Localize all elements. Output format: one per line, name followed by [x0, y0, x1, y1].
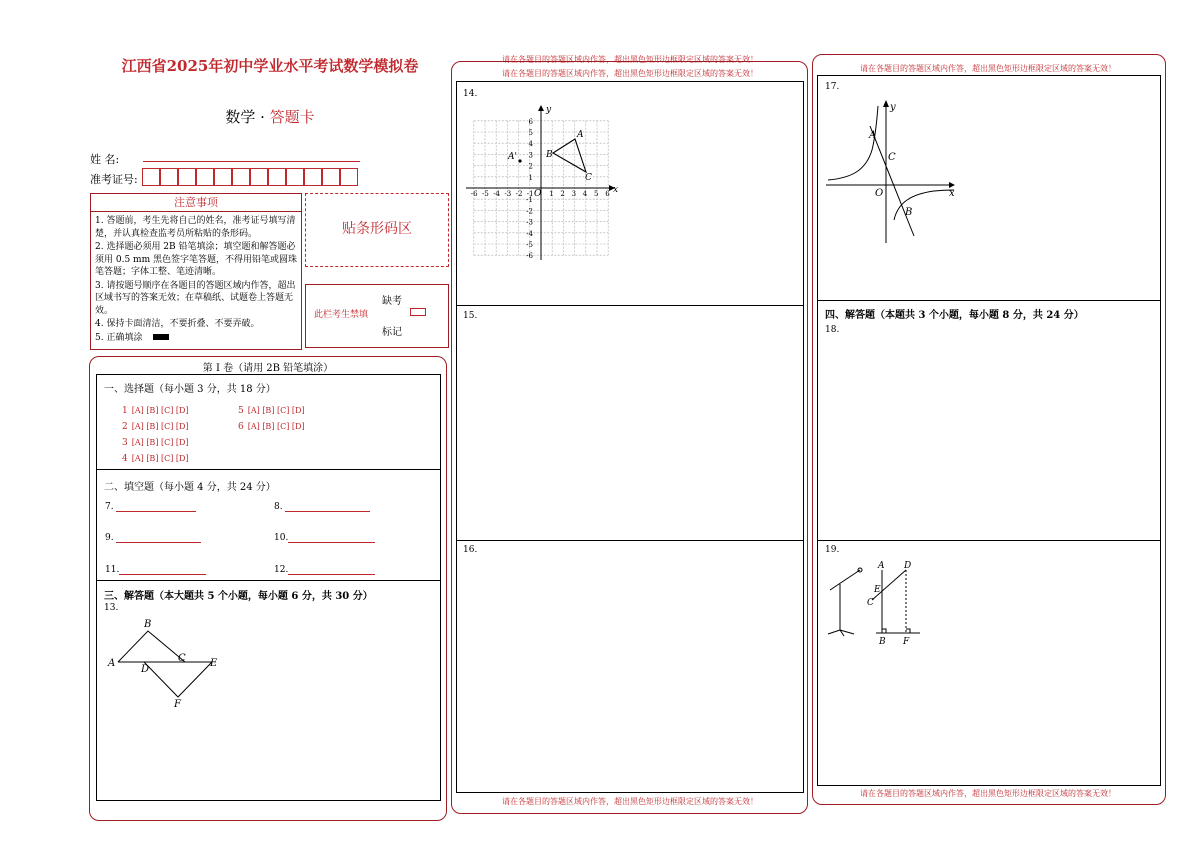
- q18-num: 18.: [825, 325, 840, 335]
- fig13-label-A: A: [108, 658, 116, 669]
- x-tick-label: 6: [605, 190, 610, 198]
- mc-row-2[interactable]: 2 [A] [B] [C] [D]: [122, 422, 189, 432]
- x-tick-label: -3: [504, 190, 512, 198]
- absent-mark-box[interactable]: [410, 308, 426, 316]
- y-tick-label: -5: [526, 241, 533, 249]
- mc-num: 2: [122, 422, 128, 432]
- y-tick-label: 2: [528, 162, 533, 171]
- subtitle-subject: 数学 ·: [225, 108, 270, 126]
- q17-num: 17.: [825, 82, 840, 92]
- y-tick-label: 4: [528, 140, 533, 149]
- x-tick-label: -5: [482, 190, 489, 198]
- notice-heading: 注意事项: [91, 194, 301, 212]
- divider-17-sec4: [817, 300, 1160, 301]
- x-tick-label: -2: [515, 190, 523, 198]
- fig17-label-A: A: [869, 130, 877, 141]
- fig19-label-E: E: [874, 585, 881, 595]
- absent-label-top: 缺考: [382, 296, 402, 307]
- barcode-area: 贴条形码区: [305, 193, 449, 267]
- mc-row-4[interactable]: 4 [A] [B] [C] [D]: [122, 454, 189, 464]
- fig19-label-B: B: [879, 637, 886, 647]
- fig14-label-O: O: [534, 189, 542, 199]
- mc-num: 4: [122, 454, 128, 464]
- sec2-heading: 二、填空题（每小题 4 分，共 24 分）: [104, 482, 276, 493]
- fig19-label-A: A: [878, 561, 885, 571]
- divider-18-19: [817, 540, 1160, 541]
- x-tick-label: 3: [571, 190, 577, 198]
- notice-item-2: 2. 选择题必须用 2B 铅笔填涂；填空题和解答题必须用 0.5 mm 黑色签字笔答题，不得用铅笔或圆珠笔答题；字体工整、笔迹清晰。: [95, 242, 297, 277]
- fig14-label-B: B: [546, 150, 553, 160]
- y-tick-label: 6: [528, 117, 533, 126]
- fig19-label-F: F: [903, 637, 910, 647]
- x-tick-label: 2: [560, 190, 565, 198]
- divider-sec2: [96, 580, 440, 581]
- x-tick-label: -6: [470, 190, 478, 198]
- warning-right-top: 请在各题目的答题区域内作答，超出黑色矩形边框限定区域的答案无效！: [860, 64, 1116, 73]
- name-field[interactable]: [143, 148, 360, 162]
- fig13-label-B: B: [144, 619, 152, 630]
- fig17-label-C: C: [888, 152, 896, 163]
- mc-num: 3: [122, 438, 128, 448]
- fig14-label-A: A: [577, 130, 584, 140]
- fig13-label-C: C: [178, 653, 186, 664]
- q19-num: 19.: [825, 545, 840, 555]
- exam-title: 江西省2025年初中学业水平考试数学模拟卷: [121, 57, 419, 75]
- absent-box: [305, 284, 449, 348]
- y-tick-label: -2: [526, 207, 533, 216]
- warning-top-overlap: 请在各题目的答题区域内作答，超出黑色矩形边框限定区域的答案无效！: [502, 55, 758, 64]
- y-tick-label: -4: [526, 229, 533, 238]
- fig13-label-D: D: [141, 664, 150, 675]
- fill-num-8: 8.: [274, 502, 283, 512]
- q16-num: 16.: [463, 545, 478, 555]
- mc-num: 5: [238, 406, 244, 416]
- fill-num-12: 12.: [274, 565, 289, 575]
- sec4-heading: 四、解答题（本题共 3 个小题，每小题 8 分，共 24 分）: [825, 310, 1084, 321]
- sec3-heading: 三、解答题（本大题共 5 个小题，每小题 6 分，共 30 分）: [104, 591, 373, 602]
- notice-item-5-text: 5. 正确填涂: [95, 332, 143, 343]
- fill-num-7: 7.: [105, 502, 114, 512]
- fig17-label-B: B: [905, 207, 913, 218]
- id-label: 准考证号:: [90, 173, 138, 186]
- card-subtitle: [90, 106, 450, 127]
- mc-num: 1: [122, 406, 128, 416]
- q15-num: 15.: [463, 311, 478, 321]
- q13-num: 13.: [104, 603, 119, 613]
- y-tick-label: -3: [526, 218, 533, 227]
- fig14-label-C: C: [585, 173, 592, 183]
- notice-item-5: [95, 332, 297, 345]
- figure-13: [100, 615, 230, 710]
- fig14-label-Aprime: A': [508, 152, 517, 162]
- x-tick-label: 5: [594, 190, 599, 198]
- fill-line-9[interactable]: [116, 542, 201, 543]
- figure-19: [822, 558, 932, 650]
- mc-row-1[interactable]: 1 [A] [B] [C] [D]: [122, 406, 189, 416]
- warning-middle-top: 请在各题目的答题区域内作答，超出黑色矩形边框限定区域的答案无效！: [502, 69, 758, 78]
- notice-item-4: 4. 保持卡面清洁，不要折叠、不要弄破。: [95, 319, 260, 329]
- divider-14-15: [456, 305, 803, 306]
- fill-line-11[interactable]: [119, 574, 206, 575]
- fill-line-7[interactable]: [116, 511, 196, 512]
- subtitle-card: 答题卡: [269, 108, 315, 126]
- fig19-label-D: D: [904, 561, 912, 571]
- part1-heading: 第 I 卷（请用 2B 铅笔填涂）: [202, 363, 334, 374]
- fill-num-11: 11.: [105, 565, 120, 575]
- figure-17: [822, 98, 962, 248]
- y-tick-label: -6: [526, 252, 533, 261]
- fig14-label-x: x: [613, 185, 619, 195]
- sec1-heading: 一、选择题（每小题 3 分，共 18 分）: [104, 384, 276, 395]
- absent-note: 此栏考生禁填: [314, 310, 369, 320]
- x-tick-label: -4: [493, 190, 501, 198]
- x-tick-label: 1: [549, 190, 554, 198]
- mc-row-3[interactable]: 3 [A] [B] [C] [D]: [122, 438, 189, 448]
- y-tick-label: 5: [528, 129, 533, 137]
- filled-sample-mark: [153, 334, 169, 340]
- y-tick-label: 1: [528, 173, 533, 182]
- fill-num-10: 10.: [274, 533, 289, 543]
- fig13-label-E: E: [210, 658, 218, 669]
- fig17-label-x: x: [949, 188, 955, 199]
- fig17-label-O: O: [875, 188, 884, 199]
- notice-item-1: 1. 答题前，考生先将自己的姓名，准考证号填写清楚，并认真检查监考员所粘贴的条形码。: [95, 216, 296, 239]
- notice-item-3: 3. 请按题号顺序在各题目的答题区域内作答，超出区域书写的答案无效；在草稿纸、试题卷上答题无效。: [95, 280, 296, 316]
- notice-box: [90, 193, 302, 350]
- mc-row-5[interactable]: 5 [A] [B] [C] [D]: [238, 406, 305, 416]
- divider-sec1: [96, 469, 440, 470]
- y-tick-label: 3: [528, 151, 533, 160]
- triangle-abc: [553, 139, 586, 172]
- fig14-label-y: y: [546, 105, 552, 115]
- fill-num-9: 9.: [105, 533, 114, 543]
- y-tick-label: -1: [526, 196, 533, 205]
- absent-label-bottom: 标记: [382, 327, 402, 338]
- warning-middle-bottom: 请在各题目的答题区域内作答，超出黑色矩形边框限定区域的答案无效！: [502, 797, 758, 806]
- name-label: 姓 名:: [90, 153, 120, 166]
- fig17-label-y: y: [890, 102, 896, 113]
- mc-num: 6: [238, 422, 244, 432]
- fill-line-12[interactable]: [288, 574, 375, 575]
- fill-line-8[interactable]: [285, 511, 370, 512]
- fig13-label-F: F: [174, 699, 181, 710]
- figure-14-grid: [462, 104, 622, 264]
- x-tick-label: 4: [582, 190, 588, 198]
- point-a-prime: [518, 159, 521, 162]
- fill-line-10[interactable]: [288, 542, 375, 543]
- divider-15-16: [456, 540, 803, 541]
- x-tick-label: -1: [526, 190, 534, 198]
- mc-row-6[interactable]: 6 [A] [B] [C] [D]: [238, 422, 305, 432]
- warning-right-bottom: 请在各题目的答题区域内作答，超出黑色矩形边框限定区域的答案无效！: [860, 789, 1116, 798]
- fig19-label-C: C: [867, 598, 874, 608]
- q14-num: 14.: [463, 89, 478, 99]
